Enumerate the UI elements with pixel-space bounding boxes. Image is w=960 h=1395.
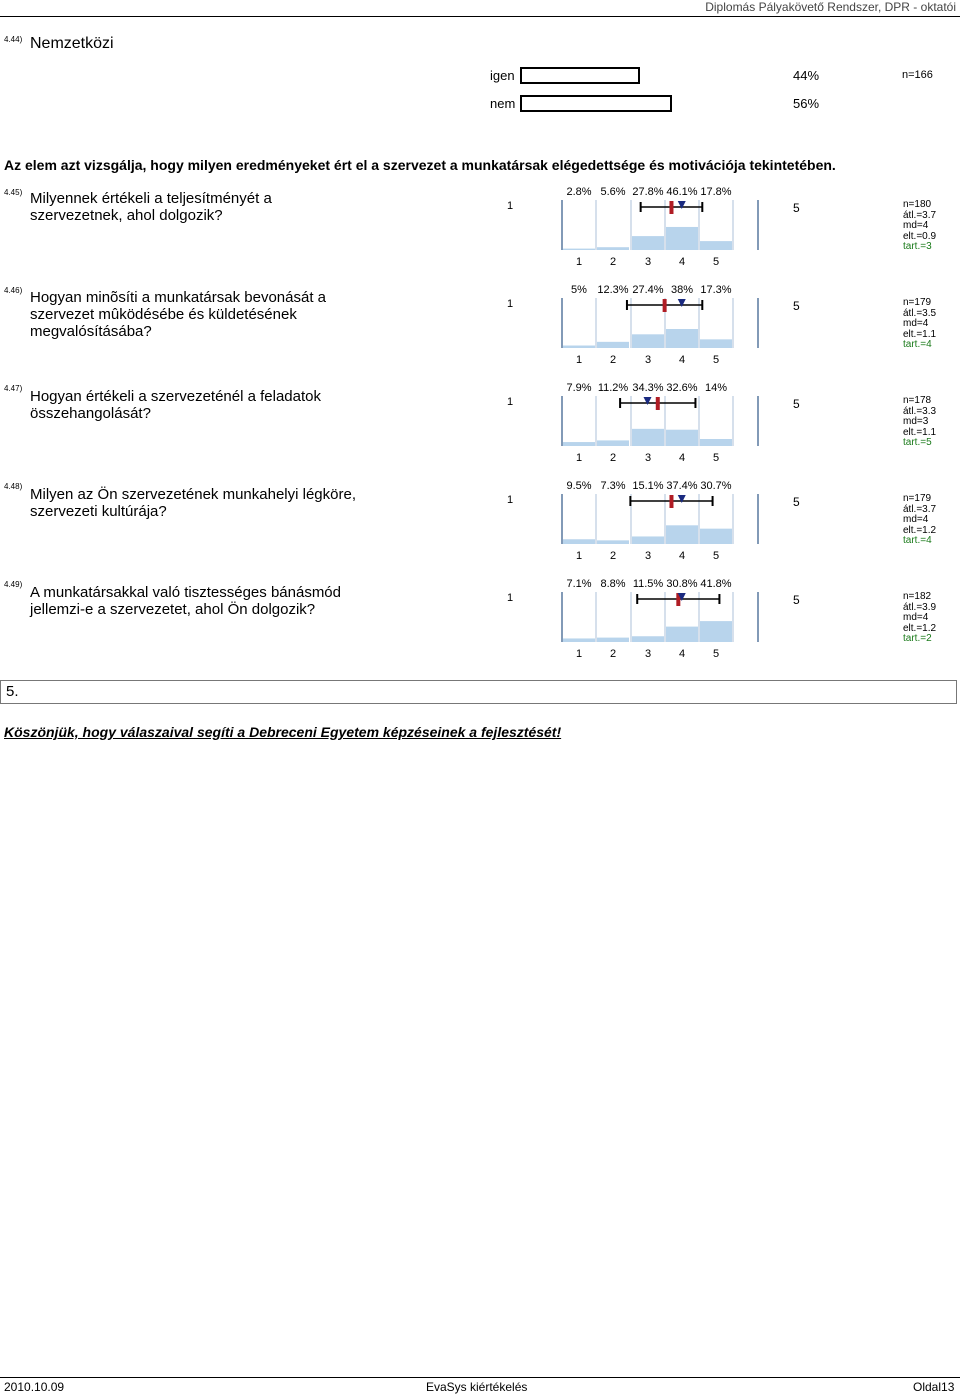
question-number: 4.44) xyxy=(4,35,23,44)
median-marker xyxy=(678,495,686,503)
histogram-bar xyxy=(666,627,698,642)
section-number: 5. xyxy=(6,683,19,700)
axis-label: 3 xyxy=(644,354,652,366)
question-text: Nemzetközi xyxy=(30,35,114,52)
stat-median: md=3 xyxy=(903,416,929,427)
scale-left-label: 1 xyxy=(506,298,514,310)
percent-label: 34.3% xyxy=(632,382,664,394)
percent-label: 15.1% xyxy=(632,480,664,492)
histogram-bar xyxy=(700,621,732,642)
stats-box xyxy=(903,200,936,253)
percent-label: 27.8% xyxy=(632,186,664,198)
histogram-bar xyxy=(666,329,698,348)
histogram-bar xyxy=(632,334,664,348)
axis-label: 5 xyxy=(712,550,720,562)
question-number: 4.47) xyxy=(4,384,23,393)
answer-label-yes: igen xyxy=(490,68,515,83)
rating-chart xyxy=(500,576,760,666)
percent-label: 5% xyxy=(571,284,587,296)
axis-label: 4 xyxy=(678,648,686,660)
axis-label: 5 xyxy=(712,452,720,464)
question-number: 4.48) xyxy=(4,482,23,491)
histogram-bar xyxy=(597,440,629,446)
stat-deviation: elt.=1.2 xyxy=(903,524,937,536)
question-number: 4.45) xyxy=(4,188,23,197)
stat-abstention: tart.=3 xyxy=(903,241,932,252)
percent-label: 32.6% xyxy=(666,382,698,394)
histogram-bar xyxy=(563,638,595,642)
mean-marker xyxy=(669,201,673,214)
percent-label: 38% xyxy=(670,284,694,296)
stat-n: n=182 xyxy=(903,591,932,602)
stat-abstention: tart.=5 xyxy=(903,437,932,448)
question-line: összehangolását? xyxy=(30,405,151,422)
histogram-bar xyxy=(632,636,664,642)
stat-deviation: elt.=0.9 xyxy=(903,230,937,242)
stat-abstention: tart.=4 xyxy=(903,535,932,546)
question-line: megvalósításába? xyxy=(30,323,152,340)
histogram-bar xyxy=(597,540,629,544)
header-divider xyxy=(0,16,960,17)
answer-label-no: nem xyxy=(490,96,516,111)
histogram-bar xyxy=(666,430,698,446)
section-intro: Az elem azt vizsgálja, hogy milyen eredményeket ért el a szervezet a munkatársak elégedettsége és motivációja tekintetében. xyxy=(4,157,836,173)
axis-label: 4 xyxy=(678,354,686,366)
section-header-box xyxy=(0,680,957,704)
stat-mean: átl.=3.7 xyxy=(903,209,937,221)
rating-chart xyxy=(500,184,760,274)
stat-abstention: tart.=2 xyxy=(903,633,932,644)
axis-label: 3 xyxy=(644,648,652,660)
question-line: Hogyan értékeli a szervezeténél a feladatok xyxy=(30,388,322,405)
question-line: jellemzi-e a szervezetet, ahol Ön dolgozik? xyxy=(30,601,316,618)
axis-label: 1 xyxy=(575,550,583,562)
histogram-bar xyxy=(700,339,732,348)
histogram-bar xyxy=(563,539,595,544)
median-marker xyxy=(644,397,652,405)
rating-chart xyxy=(500,380,760,470)
percent-label: 17.3% xyxy=(700,284,732,296)
histogram-bar xyxy=(632,536,664,544)
axis-label: 2 xyxy=(609,452,617,464)
median-marker xyxy=(678,201,686,209)
answer-bar-no xyxy=(520,95,672,112)
percent-label: 11.2% xyxy=(597,382,629,394)
percent-label: 11.5% xyxy=(632,578,664,590)
scale-right-label: 5 xyxy=(793,397,800,411)
question-block-4-49 xyxy=(0,576,960,666)
axis-label: 5 xyxy=(712,648,720,660)
scale-left-label: 1 xyxy=(506,396,514,408)
stat-mean: átl.=3.3 xyxy=(903,405,937,417)
axis-label: 4 xyxy=(678,452,686,464)
axis-label: 4 xyxy=(678,256,686,268)
percent-label: 12.3% xyxy=(597,284,629,296)
footer-page: Oldal13 xyxy=(913,1380,955,1394)
scale-right-label: 5 xyxy=(793,593,800,607)
axis-label: 1 xyxy=(575,648,583,660)
scale-left-label: 1 xyxy=(506,494,514,506)
axis-label: 4 xyxy=(678,550,686,562)
rating-chart xyxy=(500,282,760,372)
percent-label: 5.6% xyxy=(600,186,626,198)
stat-median: md=4 xyxy=(903,220,929,231)
axis-label: 1 xyxy=(575,452,583,464)
answer-bar-yes xyxy=(520,67,640,84)
axis-label: 1 xyxy=(575,256,583,268)
footer-center: EvaSys kiértékelés xyxy=(426,1380,528,1394)
answer-percent-yes: 44% xyxy=(793,68,820,83)
question-block-4-48 xyxy=(0,478,960,568)
scale-left-label: 1 xyxy=(506,592,514,604)
axis-label: 3 xyxy=(644,550,652,562)
percent-label: 7.9% xyxy=(566,382,592,394)
stat-n: n=180 xyxy=(903,199,932,210)
histogram-bar xyxy=(700,439,732,446)
answer-count: n=166 xyxy=(902,69,933,81)
percent-label: 2.8% xyxy=(566,186,592,198)
histogram-bar xyxy=(632,429,664,446)
percent-label: 41.8% xyxy=(700,578,732,590)
footer-divider xyxy=(0,1377,960,1378)
stat-median: md=4 xyxy=(903,612,929,623)
axis-label: 2 xyxy=(609,550,617,562)
scale-right-label: 5 xyxy=(793,201,800,215)
stat-n: n=179 xyxy=(903,297,932,308)
footer-date: 2010.10.09 xyxy=(4,1380,65,1394)
histogram-bar xyxy=(700,241,732,250)
axis-label: 3 xyxy=(644,256,652,268)
rating-chart xyxy=(500,478,760,568)
stat-n: n=178 xyxy=(903,395,932,406)
histogram-bar xyxy=(700,529,732,544)
stat-median: md=4 xyxy=(903,318,929,329)
scale-left-label: 1 xyxy=(506,200,514,212)
stat-mean: átl.=3.7 xyxy=(903,503,937,515)
mean-marker xyxy=(663,299,667,312)
question-number: 4.46) xyxy=(4,286,23,295)
question-line: szervezeti kultúrája? xyxy=(30,503,167,520)
question-line: szervezet mûködésébe és küldetésének xyxy=(30,306,297,323)
histogram-bar xyxy=(563,442,595,446)
percent-label: 7.1% xyxy=(566,578,592,590)
histogram-bar xyxy=(563,249,595,250)
question-block-4-46 xyxy=(0,282,960,372)
document-header-title: Diplomás Pályakövető Rendszer, DPR - oktatói xyxy=(705,0,956,14)
percent-label: 8.8% xyxy=(600,578,626,590)
percent-label: 7.3% xyxy=(600,480,626,492)
percent-label: 27.4% xyxy=(632,284,664,296)
histogram-bar xyxy=(597,638,629,642)
stats-box xyxy=(903,592,936,645)
stat-deviation: elt.=1.2 xyxy=(903,622,937,634)
axis-label: 3 xyxy=(644,452,652,464)
scale-right-label: 5 xyxy=(793,495,800,509)
question-line: A munkatársakkal való tisztességes bánásmód xyxy=(30,584,341,601)
histogram-bar xyxy=(563,346,595,349)
percent-label: 46.1% xyxy=(666,186,698,198)
histogram-bar xyxy=(666,525,698,544)
question-line: szervezetnek, ahol dolgozik? xyxy=(30,207,223,224)
axis-label: 2 xyxy=(609,648,617,660)
median-marker xyxy=(678,299,686,307)
histogram-bar xyxy=(597,247,629,250)
answer-percent-no: 56% xyxy=(793,96,820,111)
question-line: Milyennek értékeli a teljesítményét a xyxy=(30,190,272,207)
percent-label: 30.7% xyxy=(700,480,732,492)
axis-label: 1 xyxy=(575,354,583,366)
question-line: Hogyan minõsíti a munkatársak bevonását a xyxy=(30,289,326,306)
stat-deviation: elt.=1.1 xyxy=(903,426,937,438)
scale-right-label: 5 xyxy=(793,299,800,313)
question-block-4-47 xyxy=(0,380,960,470)
percent-label: 14% xyxy=(704,382,728,394)
stat-mean: átl.=3.9 xyxy=(903,601,937,613)
stats-box xyxy=(903,298,936,351)
axis-label: 2 xyxy=(609,256,617,268)
axis-label: 2 xyxy=(609,354,617,366)
percent-label: 37.4% xyxy=(666,480,698,492)
stat-median: md=4 xyxy=(903,514,929,525)
stat-n: n=179 xyxy=(903,493,932,504)
stat-abstention: tart.=4 xyxy=(903,339,932,350)
closing-message: Köszönjük, hogy válaszaival segíti a Debreceni Egyetem képzéseinek a fejlesztését! xyxy=(4,724,562,740)
mean-marker xyxy=(656,397,660,410)
histogram-bar xyxy=(632,236,664,250)
stat-deviation: elt.=1.1 xyxy=(903,328,937,340)
question-number: 4.49) xyxy=(4,580,23,589)
percent-label: 30.8% xyxy=(666,578,698,590)
percent-label: 9.5% xyxy=(566,480,592,492)
axis-label: 5 xyxy=(712,354,720,366)
histogram-bar xyxy=(666,227,698,250)
question-block-4-45 xyxy=(0,184,960,274)
question-line: Milyen az Ön szervezetének munkahelyi légköre, xyxy=(30,486,356,503)
mean-marker xyxy=(669,495,673,508)
percent-label: 17.8% xyxy=(700,186,732,198)
stat-mean: átl.=3.5 xyxy=(903,307,937,319)
axis-label: 5 xyxy=(712,256,720,268)
stats-box xyxy=(903,396,936,449)
histogram-bar xyxy=(597,342,629,348)
stats-box xyxy=(903,494,936,547)
